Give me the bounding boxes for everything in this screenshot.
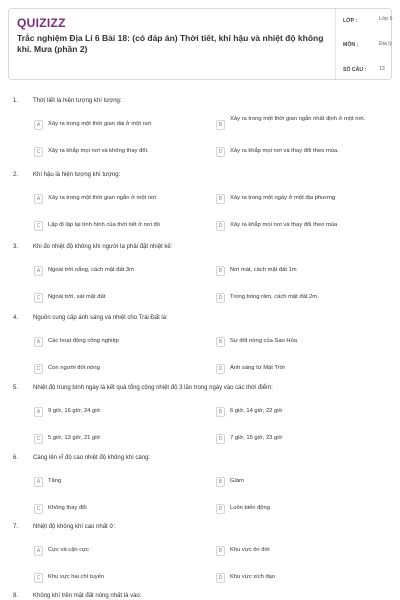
option-text: 7 giờ, 15 giờ, 23 giờ — [230, 435, 283, 441]
option-text: Cực và cận cực — [48, 547, 89, 553]
question-number: 4. — [13, 315, 19, 321]
option-letter: D — [216, 504, 225, 514]
subject-value: Địa lý — [379, 41, 392, 47]
option-text: Lặp đi lặp lại tình hình của thời tiết ở nơi đó — [48, 222, 160, 228]
question-number: 3. — [13, 244, 19, 250]
question-text: Thời tiết là hiện tượng khí tượng: — [33, 98, 122, 104]
question-number: 5. — [13, 385, 19, 391]
option-letter: C — [34, 147, 43, 157]
question-text: Khí hậu là hiện tượng khí tượng: — [33, 172, 121, 178]
option-letter: B — [216, 407, 225, 417]
option-letter: A — [34, 337, 43, 347]
quizizz-logo: QUIZIZZ — [17, 16, 66, 30]
meta-divider — [335, 9, 336, 79]
option-text: Con người đốt nóng — [48, 365, 100, 371]
option-letter: A — [34, 477, 43, 487]
question-text: Nhiệt độ trung bình ngày là kết quả tổng cộng nhiệt độ 3 lần trong ngày vào các thời điểm: — [33, 385, 273, 391]
question-text: Nhiệt độ không khí cao nhất ở: — [33, 524, 115, 530]
option-text: Xảy ra trong một thời gian ngắn ở một nơi — [48, 195, 157, 201]
option-text: Xảy ra trong một ngày ở một địa phương — [230, 195, 336, 201]
question-number: 6. — [13, 455, 19, 461]
option-letter: A — [34, 194, 43, 204]
option-letter: D — [216, 293, 225, 303]
option-text: Ngoài trời, sát mặt đất — [48, 294, 106, 300]
option-text: 9 giờ, 16 giờ, 24 giờ — [48, 408, 101, 414]
option-text: Xảy ra khắp mọi nơi và không thay đổi. — [48, 148, 149, 154]
option-text: Luôn biến động — [230, 505, 270, 511]
option-text: Không thay đổi — [48, 505, 87, 511]
option-text: 5 giờ, 13 giờ, 21 giờ — [48, 435, 101, 441]
option-text: Xảy ra trong một thời gian dài ở một nơi — [48, 121, 151, 127]
option-text: Các hoạt động công nghiệp — [48, 338, 119, 344]
class-value: Lớp 6 — [379, 16, 393, 22]
option-text: Tăng — [48, 478, 62, 484]
option-letter: C — [34, 504, 43, 514]
option-letter: C — [34, 221, 43, 231]
option-letter: A — [34, 120, 43, 130]
option-text: Khu vực hai chí tuyến — [48, 574, 105, 580]
option-letter: A — [34, 546, 43, 556]
option-letter: C — [34, 434, 43, 444]
option-text: Xảy ra trong một thời gian ngắn nhất định ở một nơi. — [230, 116, 366, 122]
option-letter: B — [216, 266, 225, 276]
question-number: 7. — [13, 524, 19, 530]
quiz-title: Trắc nghiệm Địa Lí 6 Bài 18: (có đáp án) Thời tiết, khí hậu và nhiệt độ không khí. Mưa (phần 2) — [17, 33, 324, 55]
question-count-value: 13 — [379, 66, 385, 72]
option-text: Xảy ra khắp mọi nơi và thay đổi theo mùa — [230, 222, 338, 228]
option-letter: D — [216, 573, 225, 583]
option-letter: B — [216, 546, 225, 556]
option-letter: D — [216, 221, 225, 231]
option-text: Giảm — [230, 478, 244, 484]
option-letter: D — [216, 147, 225, 157]
option-letter: D — [216, 434, 225, 444]
option-text: Khu vực xích đạo — [230, 574, 276, 580]
question-number: 8. — [13, 593, 19, 599]
option-text: Ngoài trời nắng, cách mặt đất 3m — [48, 267, 134, 273]
option-text: Sự đốt nóng của Sao Hỏa — [230, 338, 298, 344]
option-letter: D — [216, 364, 225, 374]
question-text: Không khí trên mặt đất nóng nhất là vào: — [33, 593, 142, 599]
option-text: Ánh sáng từ Mặt Trời — [230, 365, 285, 371]
question-count-label: SỐ CÂU : — [343, 67, 367, 73]
option-letter: B — [216, 194, 225, 204]
option-text: 6 giờ, 14 giờ, 22 giờ — [230, 408, 283, 414]
option-text: Khu vực ôn đới — [230, 547, 270, 553]
option-letter: C — [34, 364, 43, 374]
class-label: LỚP : — [343, 18, 358, 24]
option-letter: B — [216, 477, 225, 487]
subject-label: MÔN : — [343, 42, 359, 48]
question-text: Khi đo nhiệt độ không khí người ta phải đặt nhiệt kế: — [33, 244, 173, 250]
option-letter: B — [216, 337, 225, 347]
option-text: Nơi mát, cách mặt đất 1m — [230, 267, 297, 273]
option-letter: C — [34, 573, 43, 583]
option-text: Trong bóng râm, cách mặt đất 2m. — [230, 294, 319, 300]
quiz-header — [8, 8, 392, 80]
question-number: 1. — [13, 98, 19, 104]
question-number: 2. — [13, 172, 19, 178]
option-letter: A — [34, 266, 43, 276]
question-text: Nguồn cung cấp ánh sáng và nhiệt cho Trái Đất là: — [33, 315, 168, 321]
option-letter: A — [34, 407, 43, 417]
option-letter: C — [34, 293, 43, 303]
option-text: Xảy ra khắp mọi nơi và thay đổi theo mùa. — [230, 148, 339, 154]
option-letter: B — [216, 120, 225, 130]
question-text: Càng lên vĩ độ cao nhiệt độ không khí càng: — [33, 455, 151, 461]
